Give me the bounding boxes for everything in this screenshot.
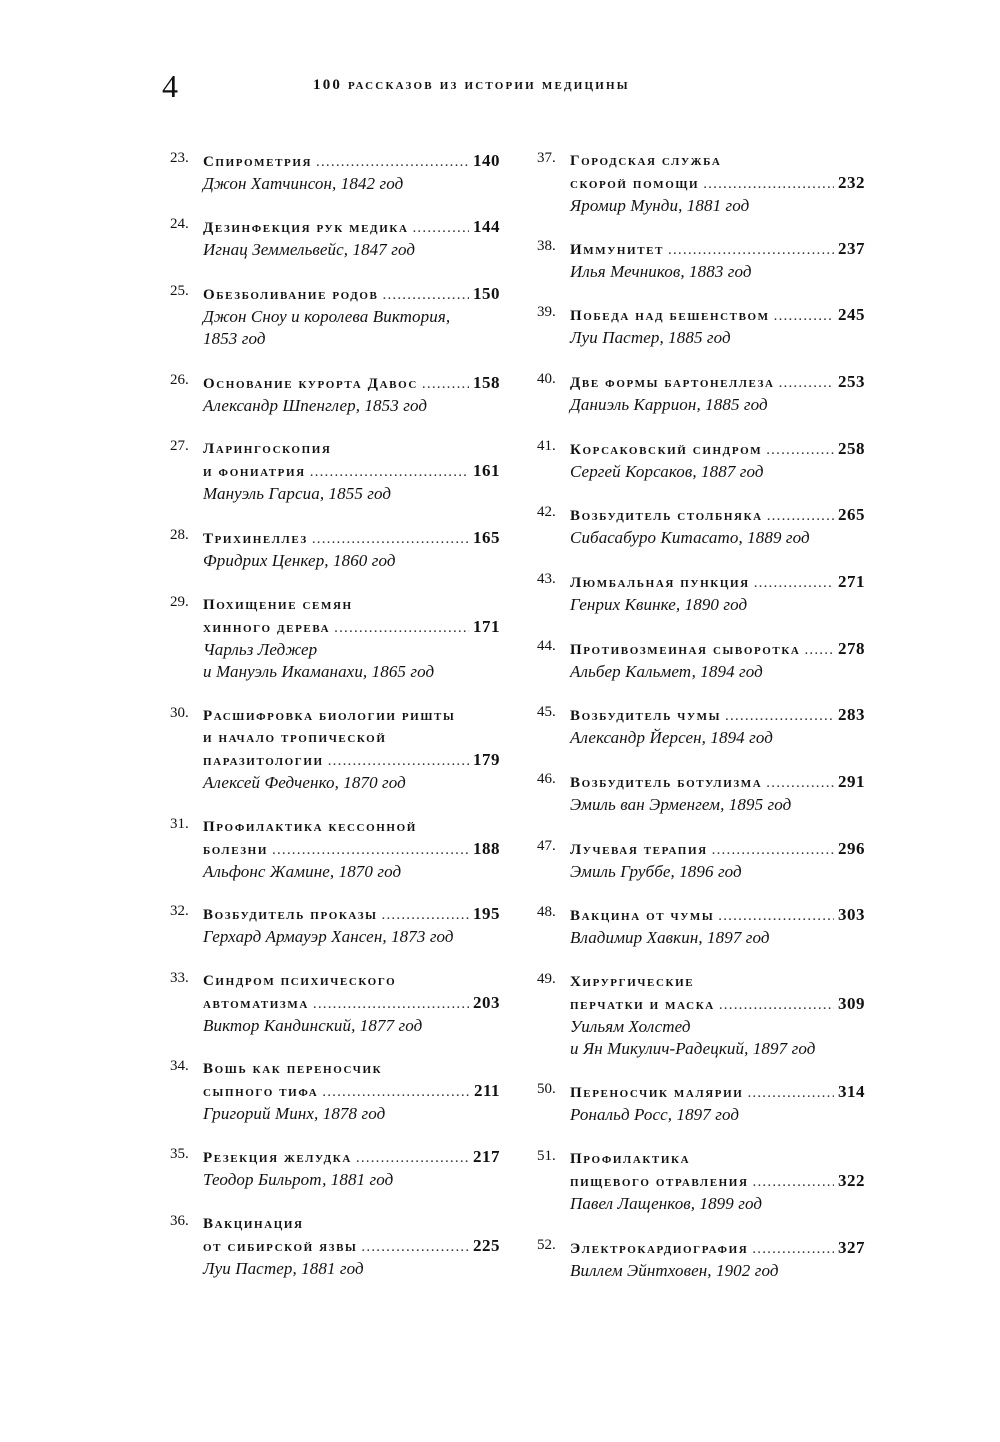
dot-leader — [747, 1082, 834, 1104]
entry-page-number: 211 — [473, 1081, 500, 1100]
entry-author: 1853 год — [203, 329, 266, 348]
toc-entry[interactable] — [537, 771, 865, 816]
entry-number: 23. — [170, 150, 189, 166]
toc-entry[interactable] — [537, 571, 865, 616]
toc-entry[interactable] — [170, 970, 500, 1037]
dot-leader — [312, 528, 469, 550]
entry-page-number: 140 — [473, 151, 500, 170]
entry-author: Павел Лащенков, 1899 год — [570, 1194, 763, 1213]
entry-author: Генрих Квинке, 1890 год — [570, 595, 748, 614]
entry-page-number: 271 — [838, 572, 865, 591]
entry-page-number: 253 — [838, 372, 865, 391]
entry-number: 41. — [537, 438, 556, 454]
entry-page-number: 291 — [838, 772, 865, 791]
entry-number: 29. — [170, 594, 189, 610]
entry-author: Александр Шпенглер, 1853 год — [203, 396, 428, 415]
entry-number: 43. — [537, 571, 556, 587]
dot-leader — [753, 1171, 834, 1193]
toc-entry[interactable] — [537, 1148, 865, 1215]
entry-title: Люмбальная пункция — [570, 575, 750, 591]
toc-entry[interactable] — [537, 904, 865, 949]
entry-title: Электрокардиография — [570, 1241, 749, 1257]
entry-title: Профилактика — [570, 1151, 691, 1167]
dot-leader — [361, 1236, 469, 1258]
entry-title: Возбудитель чумы — [570, 708, 722, 724]
entry-title: Основание курорта Давос — [203, 376, 418, 392]
entry-author: Уильям Холстед — [570, 1017, 691, 1036]
entry-author: Герхард Армауэр Хансен, 1873 год — [203, 927, 454, 946]
entry-title: хинного дерева — [203, 620, 331, 636]
entry-title: Победа над бешенством — [570, 308, 770, 324]
dot-leader — [310, 461, 469, 483]
entry-title: Трихинеллез — [203, 531, 308, 547]
entry-author: Эмиль Груббе, 1896 год — [570, 862, 742, 881]
toc-entry[interactable] — [170, 594, 500, 683]
dot-leader — [719, 994, 834, 1016]
dot-leader — [752, 1238, 834, 1260]
entry-author: Игнац Земмельвейс, 1847 год — [203, 240, 416, 259]
toc-entry[interactable] — [537, 638, 865, 683]
toc-entry[interactable] — [537, 304, 865, 349]
entry-title: Иммунитет — [570, 242, 665, 258]
dot-leader — [422, 373, 469, 395]
entry-number: 32. — [170, 903, 189, 919]
entry-page-number: 144 — [473, 217, 500, 236]
toc-entry[interactable] — [537, 371, 865, 416]
dot-leader — [313, 993, 469, 1015]
entry-number: 45. — [537, 704, 556, 720]
entry-page-number: 309 — [838, 994, 865, 1013]
toc-entry[interactable] — [537, 504, 865, 549]
entry-title: Профилактика кессонной — [203, 819, 417, 835]
entry-number: 24. — [170, 216, 189, 232]
entry-title: перчатки и маска — [570, 997, 715, 1013]
entry-title: болезни — [203, 842, 268, 858]
entry-number: 42. — [537, 504, 556, 520]
entry-number: 39. — [537, 304, 556, 320]
entry-author: Даниэль Каррион, 1885 год — [570, 395, 768, 414]
toc-entry[interactable] — [537, 1081, 865, 1126]
dot-leader — [774, 305, 834, 327]
entry-page-number: 195 — [473, 904, 500, 923]
dot-leader — [334, 617, 469, 639]
toc-entry[interactable] — [537, 1237, 865, 1282]
dot-leader — [703, 173, 834, 195]
toc-entry[interactable] — [170, 1058, 500, 1125]
entry-title: сыпного тифа — [203, 1084, 319, 1100]
entry-title: автоматизма — [203, 996, 309, 1012]
entry-number: 40. — [537, 371, 556, 387]
dot-leader — [712, 839, 834, 861]
entry-title: Корсаковский синдром — [570, 442, 763, 458]
entry-author: Чарльз Леджер — [203, 640, 318, 659]
dot-leader — [328, 750, 469, 772]
entry-title: Обезболивание родов — [203, 287, 379, 303]
entry-title: скорой помощи — [570, 176, 700, 192]
entry-title: Дезинфекция рук медика — [203, 220, 409, 236]
entry-author: Александр Йерсен, 1894 год — [570, 728, 773, 747]
entry-author: Эмиль ван Эрменгем, 1895 год — [570, 795, 792, 814]
dot-leader — [718, 905, 834, 927]
dot-leader — [779, 372, 834, 394]
toc-entry[interactable] — [537, 704, 865, 749]
entry-number: 30. — [170, 705, 189, 721]
entry-title: Две формы бартонеллеза — [570, 375, 775, 391]
entry-title: Ларингоскопия — [203, 441, 332, 457]
entry-page-number: 327 — [838, 1238, 865, 1257]
entry-number: 26. — [170, 372, 189, 388]
entry-title: Расшифровка биологии ришты — [203, 708, 456, 724]
entry-title: Вакцинация — [203, 1216, 304, 1232]
entry-author: Луи Пастер, 1881 год — [203, 1259, 364, 1278]
entry-author: Григорий Минх, 1878 год — [203, 1104, 386, 1123]
entry-number: 49. — [537, 971, 556, 987]
entry-title: паразитологии — [203, 753, 324, 769]
dot-leader — [725, 705, 834, 727]
dot-leader — [316, 151, 469, 173]
entry-author: Яромир Мунди, 1881 год — [570, 196, 750, 215]
dot-leader — [272, 839, 469, 861]
toc-entry[interactable] — [170, 1146, 500, 1191]
toc-entry[interactable] — [170, 705, 500, 794]
entry-author: Виллем Эйнтховен, 1902 год — [570, 1261, 779, 1280]
running-title: 100 рассказов из истории медицины — [313, 77, 630, 93]
dot-leader — [356, 1147, 469, 1169]
entry-number: 36. — [170, 1213, 189, 1229]
entry-page-number: 314 — [838, 1082, 865, 1101]
entry-author: Мануэль Гарсиа, 1855 год — [203, 484, 392, 503]
entry-author: Владимир Хавкин, 1897 год — [570, 928, 770, 947]
entry-title: Переносчик малярии — [570, 1085, 744, 1101]
toc-entry[interactable] — [537, 238, 865, 283]
dot-leader — [766, 439, 834, 461]
entry-author: и Мануэль Икаманахи, 1865 год — [203, 662, 435, 681]
entry-title: Противозмеиная сыворотка — [570, 642, 801, 658]
entry-page-number: 283 — [838, 705, 865, 724]
entry-page-number: 171 — [473, 617, 500, 636]
dot-leader — [804, 639, 834, 661]
toc-entry[interactable] — [170, 903, 500, 948]
entry-number: 37. — [537, 150, 556, 166]
entry-number: 44. — [537, 638, 556, 654]
entry-page-number: 278 — [838, 639, 865, 658]
toc-entry[interactable] — [170, 438, 500, 505]
entry-page-number: 296 — [838, 839, 865, 858]
entry-title: Лучевая терапия — [570, 842, 708, 858]
entry-title: Возбудитель ботулизма — [570, 775, 763, 791]
entry-author: Алексей Федченко, 1870 год — [203, 773, 406, 792]
entry-title: Вакцина от чумы — [570, 908, 715, 924]
toc-entry[interactable] — [170, 816, 500, 883]
toc-entry[interactable] — [537, 971, 865, 1060]
entry-page-number: 322 — [838, 1171, 865, 1190]
entry-page-number: 225 — [473, 1236, 500, 1255]
entry-author: Сибасабуро Китасато, 1889 год — [570, 528, 810, 547]
entry-author: Джон Сноу и королева Виктория, — [203, 307, 451, 326]
entry-title: Хирургические — [570, 974, 695, 990]
entry-number: 27. — [170, 438, 189, 454]
dot-leader — [668, 239, 834, 261]
dot-leader — [383, 284, 470, 306]
entry-page-number: 158 — [473, 373, 500, 392]
entry-page-number: 150 — [473, 284, 500, 303]
entry-number: 31. — [170, 816, 189, 832]
entry-author: Виктор Кандинский, 1877 год — [203, 1016, 423, 1035]
entry-author: Фридрих Ценкер, 1860 год — [203, 551, 396, 570]
toc-entry[interactable] — [537, 150, 865, 217]
entry-number: 34. — [170, 1058, 189, 1074]
dot-leader — [322, 1081, 470, 1103]
entry-page-number: 203 — [473, 993, 500, 1012]
toc-entry[interactable] — [170, 283, 500, 350]
dot-leader — [766, 772, 834, 794]
entry-number: 25. — [170, 283, 189, 299]
entry-author: Джон Хатчинсон, 1842 год — [203, 174, 404, 193]
entry-author: Рональд Росс, 1897 год — [570, 1105, 740, 1124]
entry-number: 33. — [170, 970, 189, 986]
entry-title: от сибирской язвы — [203, 1239, 358, 1255]
entry-title: и фониатрия — [203, 464, 306, 480]
entry-page-number: 217 — [473, 1147, 500, 1166]
dot-leader — [382, 904, 469, 926]
entry-page-number: 161 — [473, 461, 500, 480]
entry-title: пищевого отравления — [570, 1174, 749, 1190]
toc-entry[interactable] — [170, 150, 500, 195]
toc-entry[interactable] — [170, 372, 500, 417]
toc-entry[interactable] — [170, 1213, 500, 1280]
entry-number: 50. — [537, 1081, 556, 1097]
entry-page-number: 258 — [838, 439, 865, 458]
entry-author: Альбер Кальмет, 1894 год — [570, 662, 763, 681]
entry-page-number: 237 — [838, 239, 865, 258]
entry-number: 38. — [537, 238, 556, 254]
entry-title: Вошь как переносчик — [203, 1061, 383, 1077]
entry-number: 35. — [170, 1146, 189, 1162]
entry-page-number: 165 — [473, 528, 500, 547]
toc-entry[interactable] — [170, 527, 500, 572]
entry-page-number: 245 — [838, 305, 865, 324]
entry-title: Возбудитель проказы — [203, 907, 378, 923]
entry-page-number: 232 — [838, 173, 865, 192]
dot-leader — [754, 572, 834, 594]
entry-title: Похищение семян — [203, 597, 353, 613]
entry-title: и начало тропической — [203, 730, 387, 746]
entry-title: Синдром психического — [203, 973, 397, 989]
entry-page-number: 265 — [838, 505, 865, 524]
entry-title: Спирометрия — [203, 154, 313, 170]
entry-page-number: 188 — [473, 839, 500, 858]
dot-leader — [767, 505, 834, 527]
entry-author: Луи Пастер, 1885 год — [570, 328, 731, 347]
entry-author: Теодор Бильрот, 1881 год — [203, 1170, 394, 1189]
entry-title: Резекция желудка — [203, 1150, 352, 1166]
entry-number: 48. — [537, 904, 556, 920]
entry-title: Возбудитель столбняка — [570, 508, 763, 524]
toc-entry[interactable] — [537, 838, 865, 883]
entry-number: 28. — [170, 527, 189, 543]
entry-title: Городская служба — [570, 153, 722, 169]
entry-number: 46. — [537, 771, 556, 787]
page-number: 4 — [162, 68, 178, 104]
entry-number: 52. — [537, 1237, 556, 1253]
entry-author: Альфонс Жамине, 1870 год — [203, 862, 402, 881]
toc-entry[interactable] — [170, 216, 500, 261]
entry-author: Сергей Корсаков, 1887 год — [570, 462, 764, 481]
entry-author: Илья Мечников, 1883 год — [570, 262, 752, 281]
entry-page-number: 179 — [473, 750, 500, 769]
entry-page-number: 303 — [838, 905, 865, 924]
entry-number: 47. — [537, 838, 556, 854]
entry-number: 51. — [537, 1148, 556, 1164]
dot-leader — [412, 217, 469, 239]
toc-entry[interactable] — [537, 438, 865, 483]
entry-author: и Ян Микулич-Радецкий, 1897 год — [570, 1039, 816, 1058]
